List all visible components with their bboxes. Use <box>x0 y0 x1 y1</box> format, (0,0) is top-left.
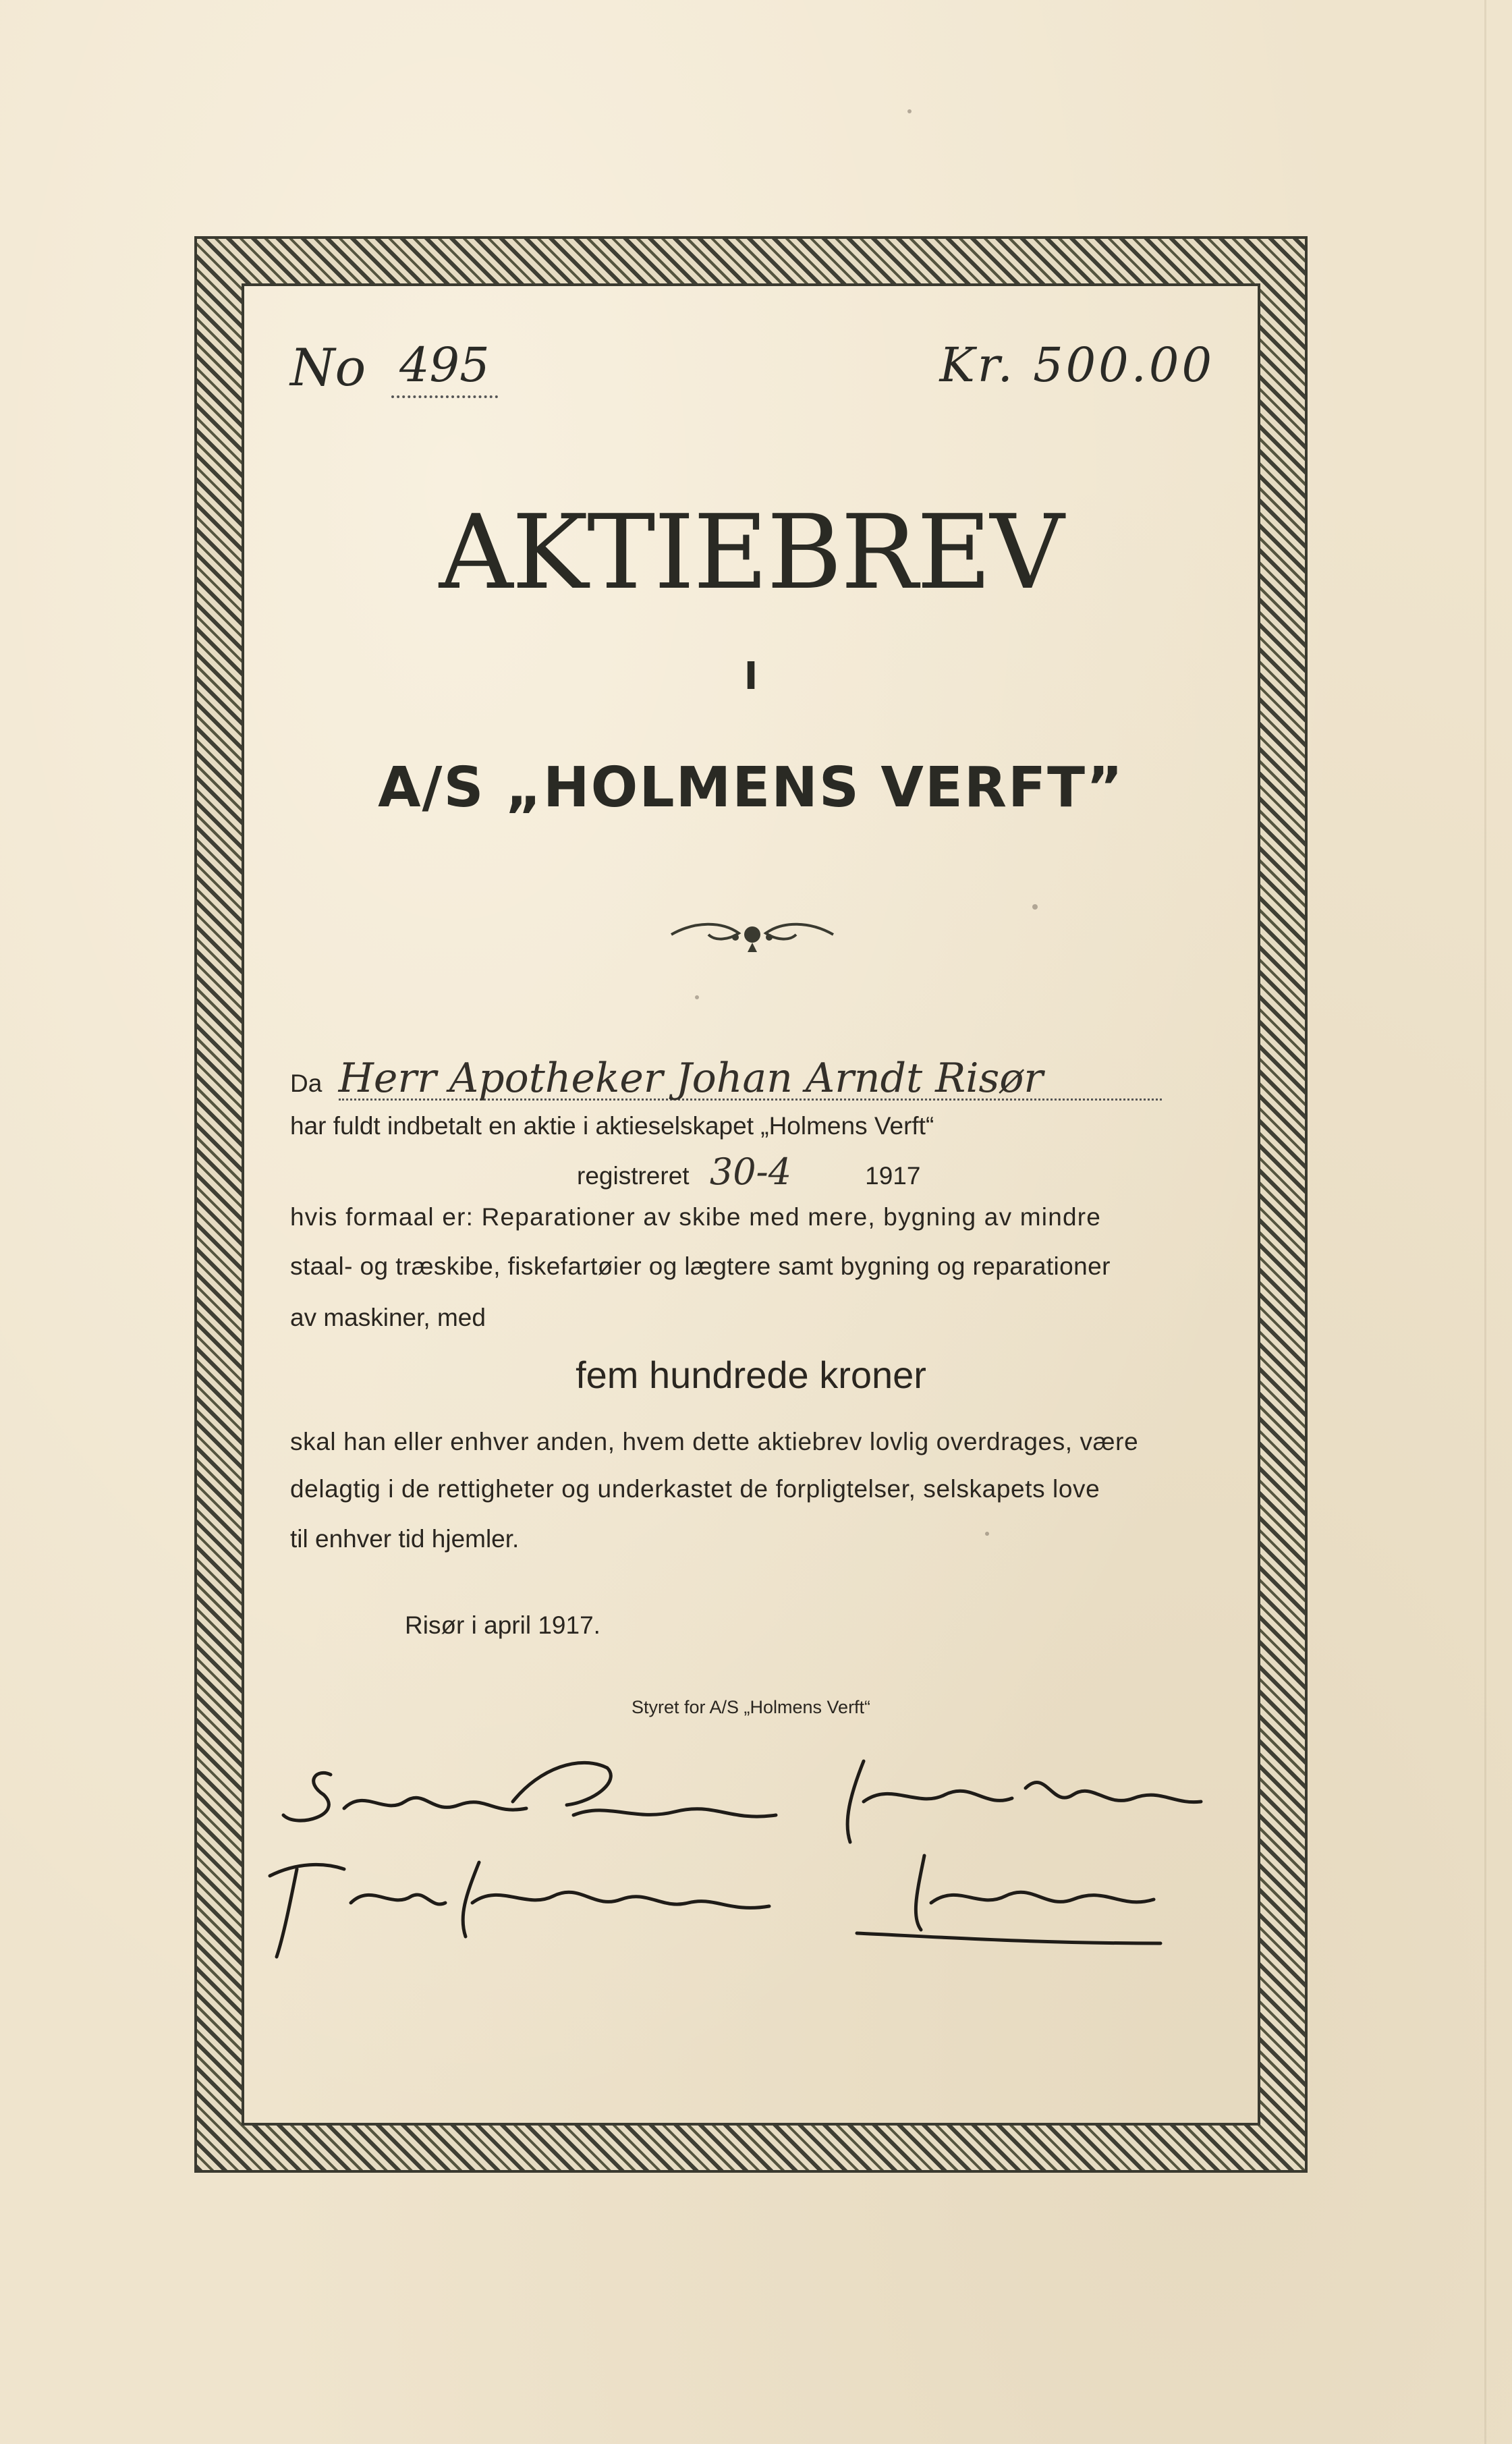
da-label: Da <box>290 1070 323 1097</box>
rights-line-3: til enhver tid hjemler. <box>290 1525 520 1553</box>
board-label: Styret for A/S „Holmens Verft“ <box>631 1697 871 1717</box>
number-label: No <box>290 337 366 397</box>
registered-label: registreret <box>577 1162 690 1190</box>
title-connector: I <box>744 655 758 698</box>
holder-name-handwritten: Herr Apotheker Johan Arndt Risør <box>339 1058 1162 1101</box>
flourish-ornament-icon <box>668 914 837 955</box>
rights-line-2: delagtig i de rettigheter og underkastet de forpligtelser, selskapets love <box>290 1475 1100 1503</box>
place-and-date: Risør i april 1917. <box>405 1611 600 1639</box>
registered-year: 1917 <box>865 1162 921 1190</box>
paper-speck <box>1032 904 1038 910</box>
company-name: A/S „HOLMENS VERFT” <box>378 756 1124 820</box>
paper-speck <box>907 109 912 113</box>
signature-4 <box>857 1856 1160 1943</box>
board-signatures <box>256 1741 1255 1984</box>
rights-line-1: skal han eller enhver anden, hvem dette aktiebrev lovlig overdrages, være <box>290 1428 1139 1455</box>
paid-line: har fuldt indbetalt en aktie i aktieselskapet „Holmens Verft“ <box>290 1112 934 1140</box>
certificate-header-row <box>290 337 1214 412</box>
signature-1 <box>283 1762 776 1821</box>
document-title: AKTIEBREV <box>439 493 1063 612</box>
purpose-line-1: hvis formaal er: Reparationer av skibe med mere, bygning av mindre <box>290 1203 1102 1231</box>
registered-line <box>577 1150 1049 1193</box>
paper-speck <box>695 995 699 999</box>
amount-in-words: fem hundrede kroner <box>576 1354 926 1396</box>
signature-3 <box>270 1862 769 1957</box>
certificate-number: 495 <box>391 337 498 398</box>
face-value: Kr. 500.00 <box>939 337 1214 393</box>
paper-speck <box>985 1532 989 1536</box>
paper-fold <box>1484 0 1486 2444</box>
holder-line <box>290 1055 1221 1102</box>
purpose-line-3: av maskiner, med <box>290 1304 486 1331</box>
registered-date-handwritten: 30-4 <box>709 1150 792 1193</box>
signature-2 <box>847 1761 1201 1842</box>
purpose-line-2: staal- og træskibe, fiskefartøier og lægtere samt bygning og reparationer <box>290 1252 1111 1280</box>
